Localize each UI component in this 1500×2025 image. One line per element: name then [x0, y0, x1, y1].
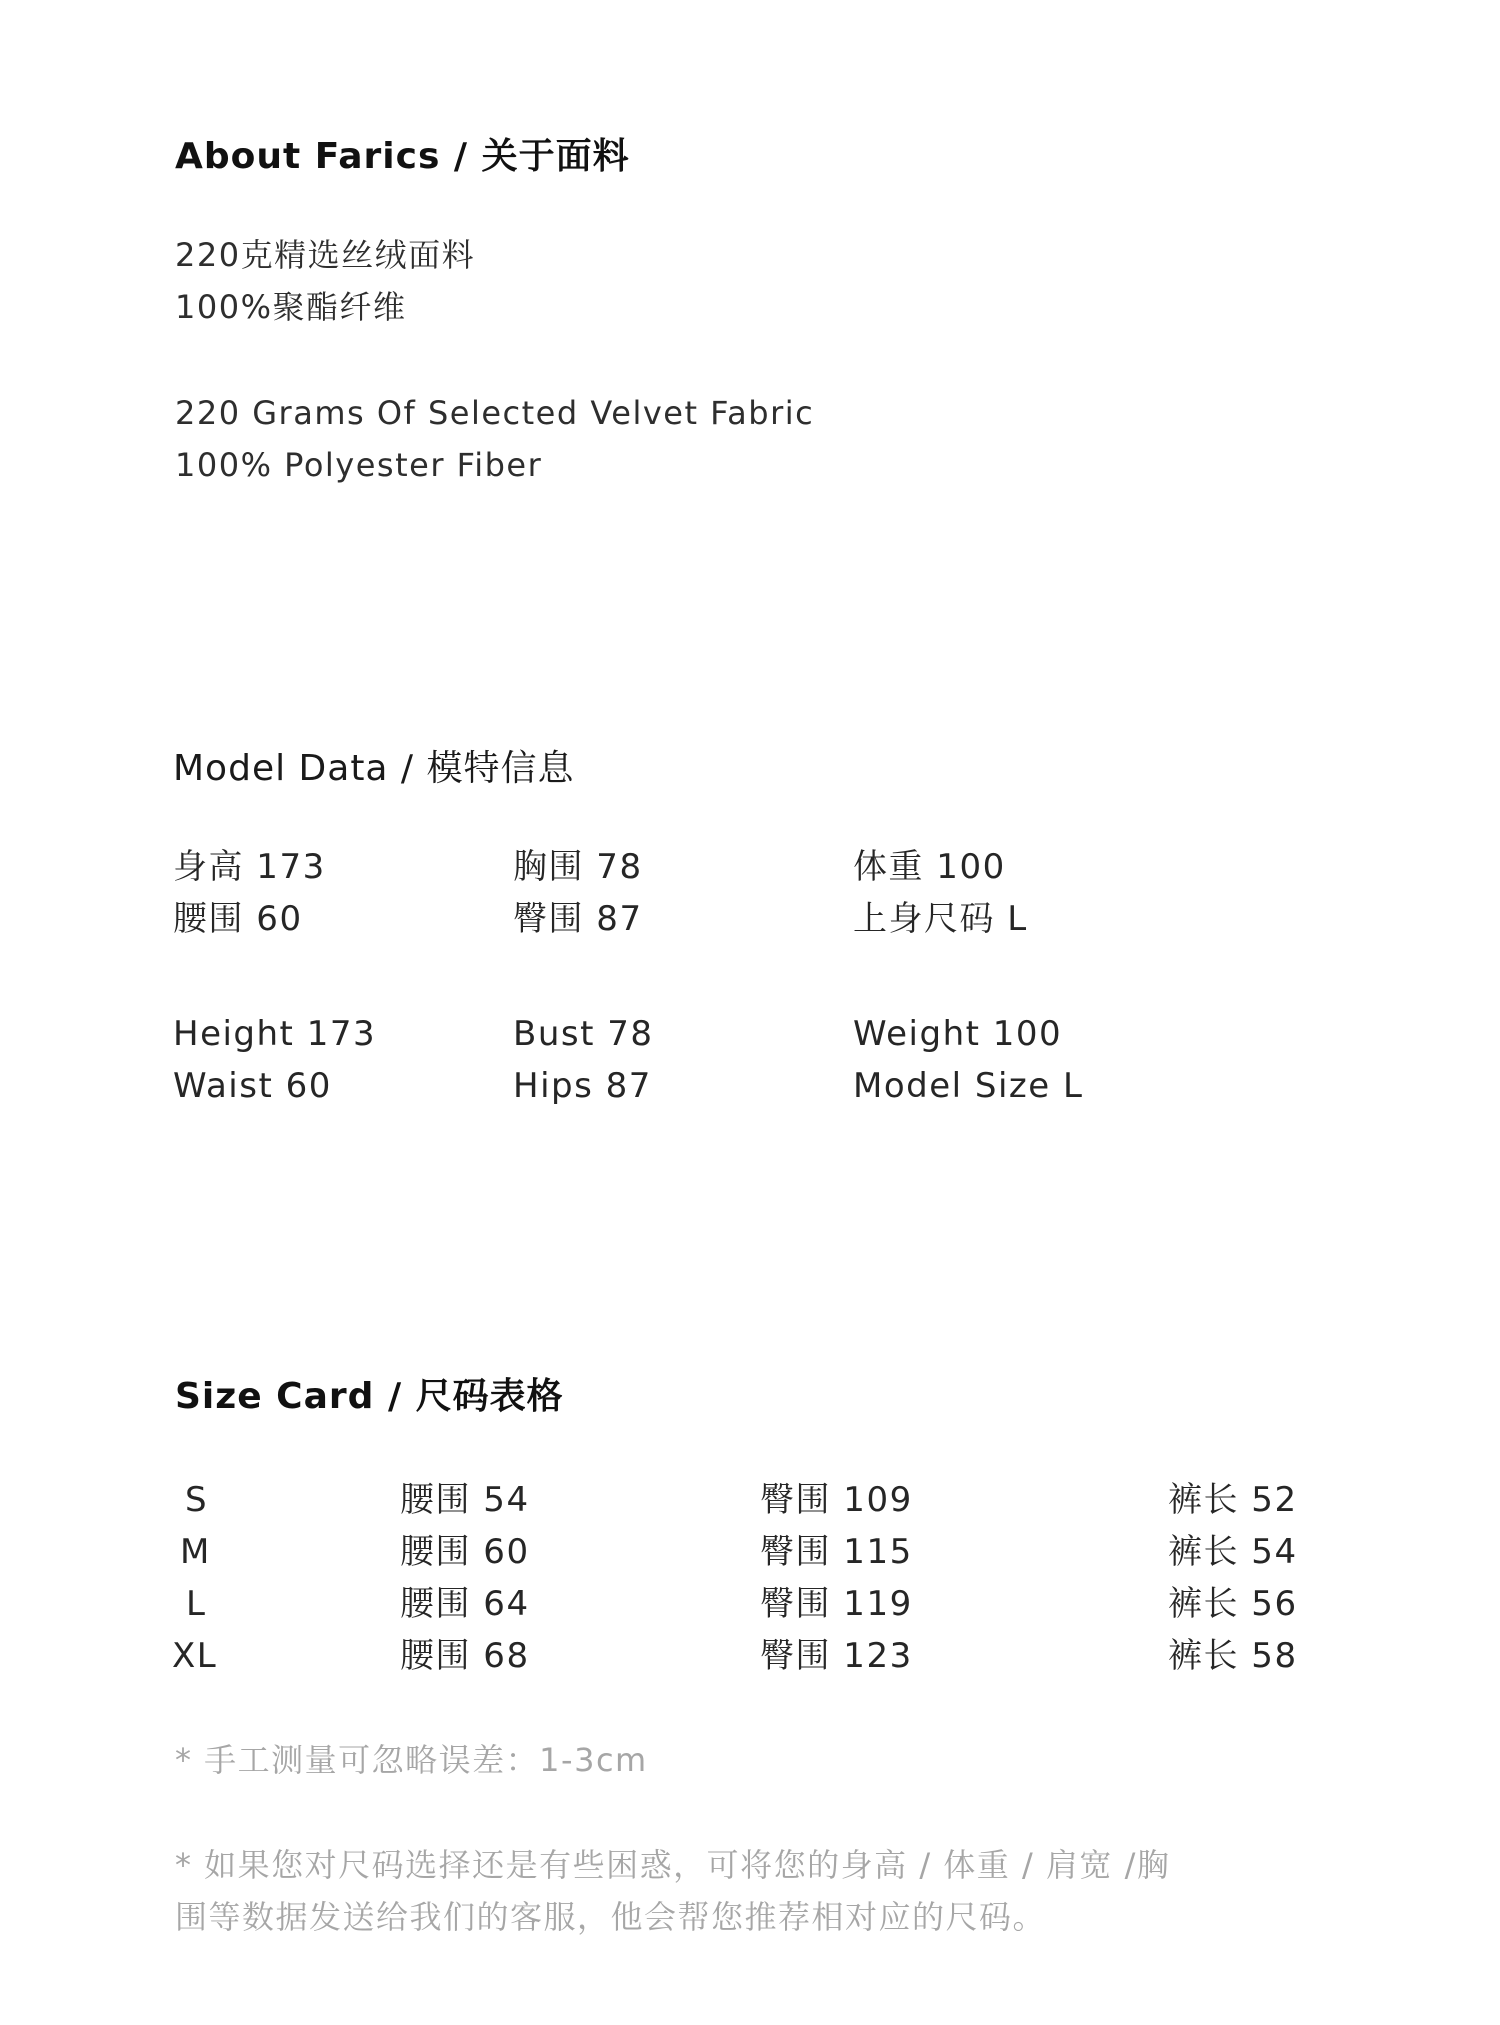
model-bust-en: Bust 78 [513, 1014, 654, 1054]
fabric-cn-line: 100%聚酯纤维 [175, 288, 407, 326]
fabric-en-line: 220 Grams Of Selected Velvet Fabric [175, 394, 815, 432]
size-hips: 臀围 109 [760, 1480, 913, 1520]
size-card-title: Size Card / 尺码表格 [175, 1376, 564, 1417]
size-hips: 臀围 119 [760, 1584, 913, 1624]
size-length: 裤长 52 [1168, 1480, 1298, 1520]
model-weight-en: Weight 100 [853, 1014, 1063, 1054]
size-advice-note: * 如果您对尺码选择还是有些困惑，可将您的身高 / 体重 / 肩宽 /胸 [175, 1846, 1171, 1884]
model-weight-cn: 体重 100 [853, 847, 1006, 887]
model-waist-cn: 腰围 60 [173, 899, 303, 939]
model-hips-cn: 臀围 87 [513, 899, 643, 939]
model-height-en: Height 173 [173, 1014, 377, 1054]
measurement-note: * 手工测量可忽略误差：1-3cm [175, 1741, 648, 1779]
model-bust-cn: 胸围 78 [513, 847, 643, 887]
size-label: S [185, 1480, 209, 1520]
size-waist: 腰围 64 [400, 1584, 530, 1624]
model-waist-en: Waist 60 [173, 1066, 332, 1106]
size-length: 裤长 58 [1168, 1636, 1298, 1676]
model-section-title: Model Data / 模特信息 [173, 748, 575, 789]
fabric-en-line: 100% Polyester Fiber [175, 446, 543, 484]
model-hips-en: Hips 87 [513, 1066, 652, 1106]
size-hips: 臀围 115 [760, 1532, 913, 1572]
size-length: 裤长 54 [1168, 1532, 1298, 1572]
size-advice-note: 围等数据发送给我们的客服，他会帮您推荐相对应的尺码。 [175, 1898, 1047, 1936]
size-waist: 腰围 68 [400, 1636, 530, 1676]
model-size-en: Model Size L [853, 1066, 1084, 1106]
model-size-cn: 上身尺码 L [853, 899, 1028, 939]
size-label: XL [172, 1636, 218, 1676]
size-label: L [186, 1584, 207, 1624]
size-hips: 臀围 123 [760, 1636, 913, 1676]
size-waist: 腰围 54 [400, 1480, 530, 1520]
size-length: 裤长 56 [1168, 1584, 1298, 1624]
fabric-section-title: About Farics / 关于面料 [175, 136, 630, 177]
size-waist: 腰围 60 [400, 1532, 530, 1572]
model-height-cn: 身高 173 [173, 847, 326, 887]
size-label: M [180, 1532, 211, 1572]
fabric-cn-line: 220克精选丝绒面料 [175, 236, 476, 274]
